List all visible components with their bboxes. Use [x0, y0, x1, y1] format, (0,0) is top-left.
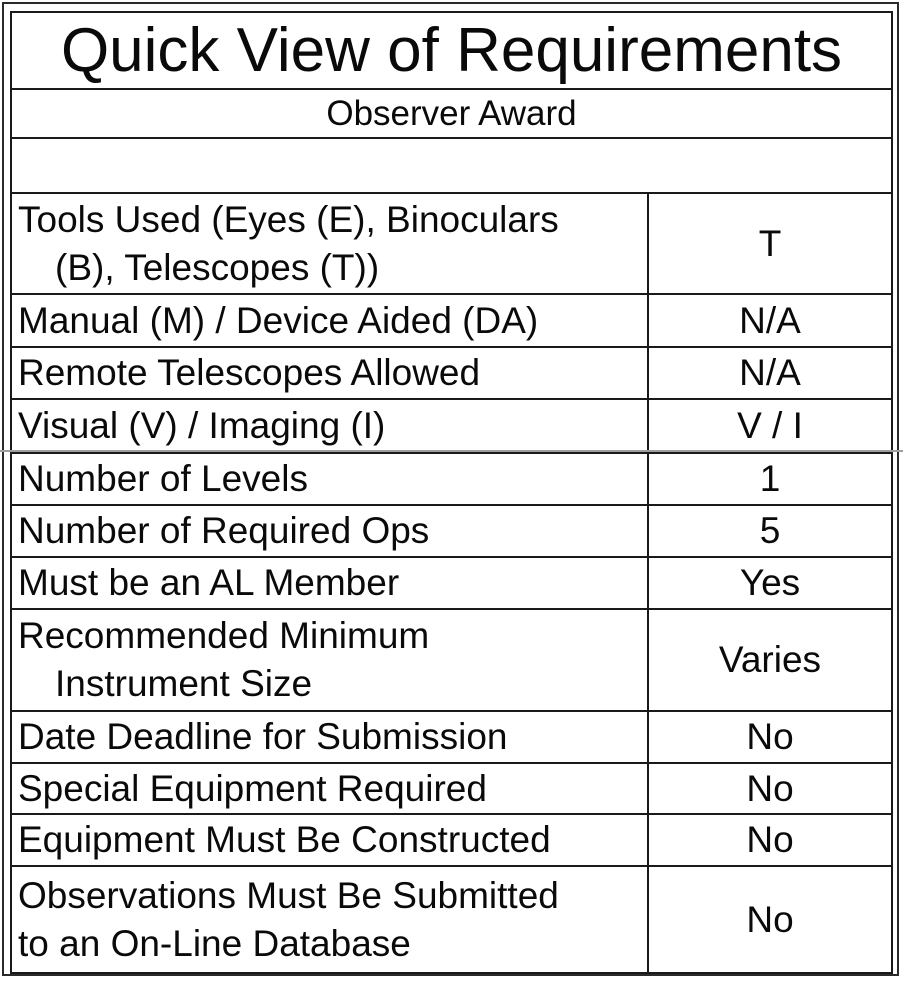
table-row: [12, 610, 891, 712]
row-label-line: Date Deadline for Submission: [18, 716, 508, 757]
row-label-line: Number of Required Ops: [18, 510, 430, 551]
table-row: [12, 348, 891, 400]
row-label: [12, 558, 649, 608]
quick-view-requirements-table: [10, 11, 893, 974]
row-label-line: Number of Levels: [18, 458, 308, 499]
table-title-row: [12, 13, 891, 90]
row-value: Yes: [739, 562, 801, 603]
row-label: [12, 400, 649, 452]
row-label-line: Remote Telescopes Allowed: [18, 352, 481, 393]
row-label: [12, 194, 649, 293]
row-label-line: Recommended Minimum: [18, 615, 430, 656]
row-value: N/A: [739, 352, 801, 393]
award-name: Observer Award: [326, 93, 577, 133]
table-row: [12, 400, 891, 454]
table-row: [12, 815, 891, 867]
row-label-line: Equipment Must Be Constructed: [18, 819, 551, 860]
row-label-line: Special Equipment Required: [18, 767, 487, 809]
row-value: T: [758, 222, 782, 264]
table-row: [12, 454, 891, 506]
table-row: [12, 558, 891, 610]
award-name-row: [12, 90, 891, 139]
table-row: [12, 867, 891, 972]
row-label: [12, 295, 649, 346]
row-label: [12, 815, 649, 865]
row-label: [12, 610, 649, 710]
row-label: [12, 867, 649, 972]
table-row: [12, 712, 891, 764]
row-value: No: [746, 898, 794, 940]
row-label-line: Tools Used (Eyes (E), Binoculars: [18, 198, 559, 240]
row-value: No: [746, 716, 794, 757]
table-body: [12, 194, 891, 972]
row-label: [12, 454, 649, 504]
table-title: Quick View of Requirements: [60, 15, 843, 85]
row-value: V / I: [737, 405, 803, 446]
row-label-line: Observations Must Be Submitted: [18, 874, 559, 916]
row-label-line: to an On-Line Database: [18, 922, 411, 964]
row-value: Varies: [718, 639, 822, 680]
table-row: [12, 764, 891, 815]
row-label: [12, 506, 649, 556]
row-value: N/A: [739, 299, 801, 341]
row-label-line: (B), Telescopes (T)): [55, 246, 380, 288]
spacer-row: [12, 139, 891, 194]
table-row: [12, 506, 891, 558]
row-value: No: [746, 819, 794, 860]
row-label: [12, 348, 649, 398]
row-value: No: [746, 767, 794, 809]
row-label: [12, 764, 649, 813]
row-label-line: Must be an AL Member: [18, 562, 400, 603]
row-value: 1: [759, 458, 781, 499]
row-label-line: Manual (M) / Device Aided (DA): [18, 299, 539, 341]
row-label-line: Instrument Size: [55, 663, 313, 704]
row-label: [12, 712, 649, 762]
row-value: 5: [759, 510, 781, 551]
table-row: [12, 295, 891, 348]
table-row: [12, 194, 891, 295]
row-label-line: Visual (V) / Imaging (I): [18, 405, 386, 446]
